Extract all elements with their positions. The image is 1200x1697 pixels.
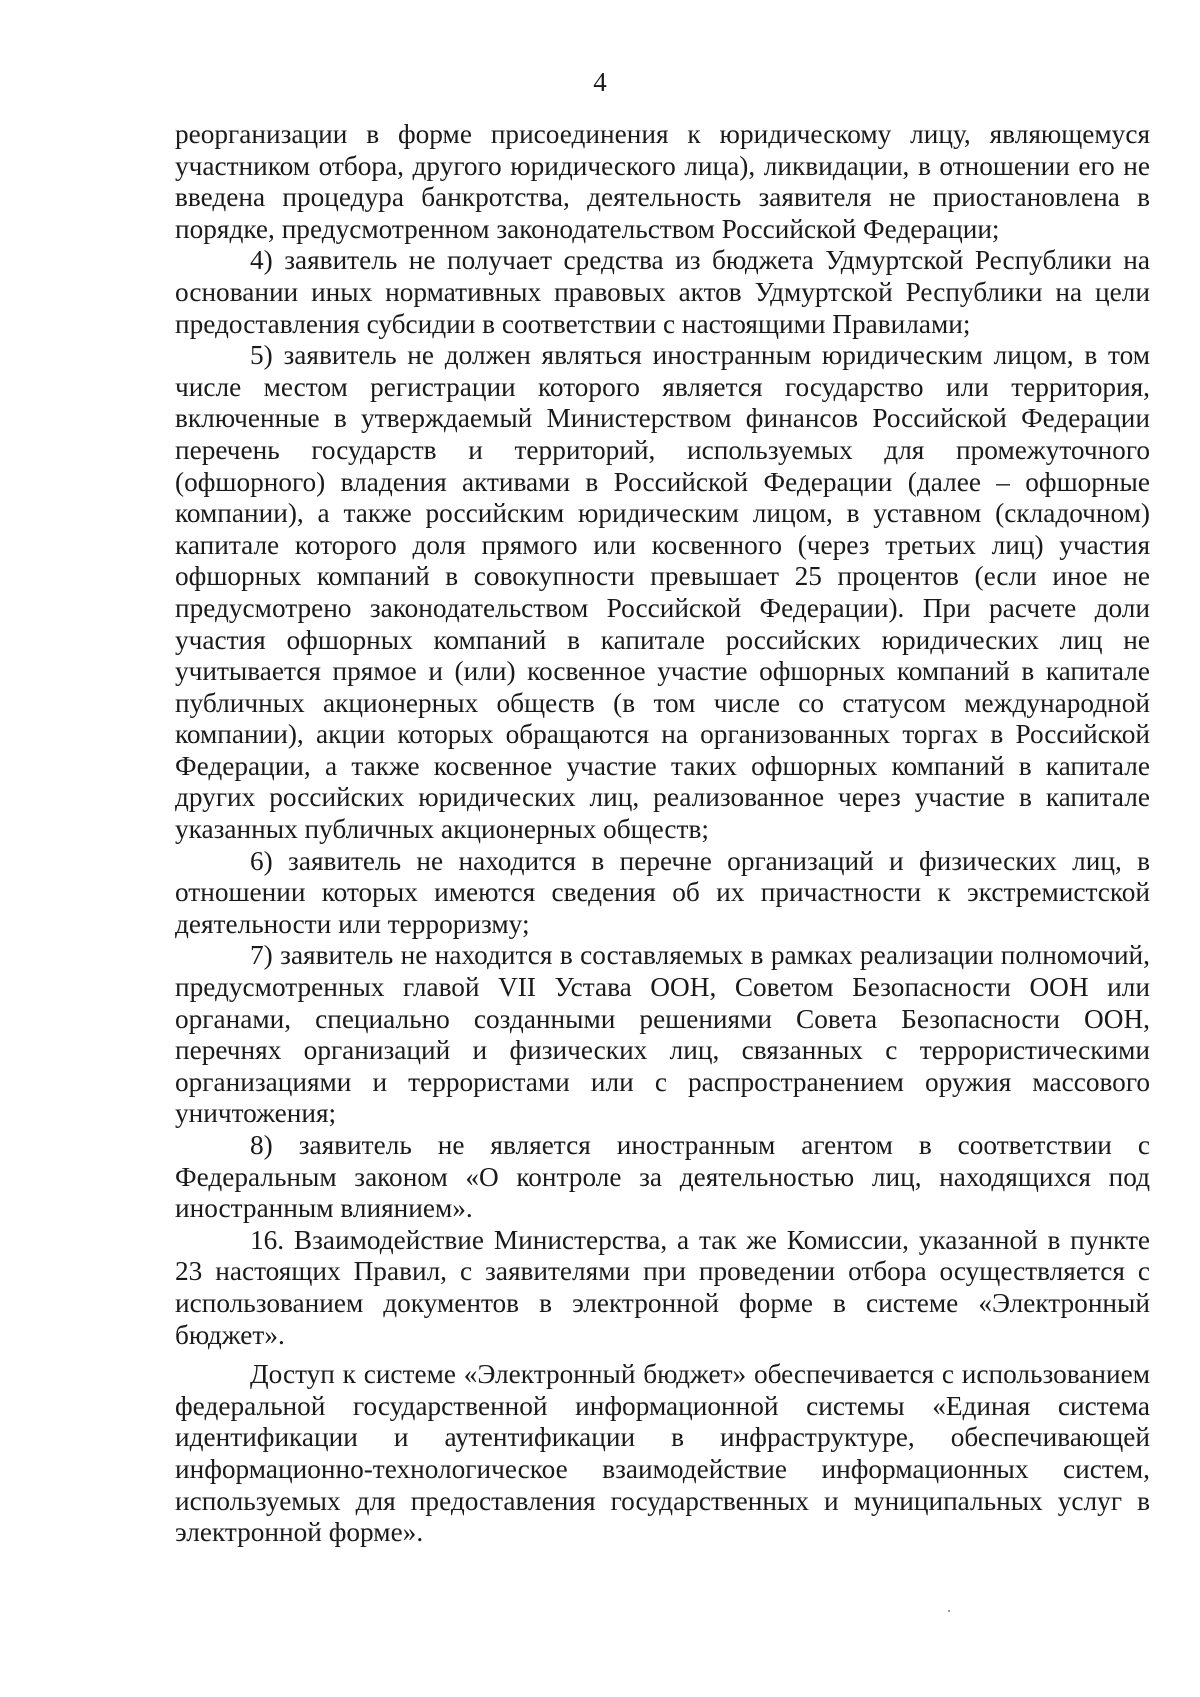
paragraph-item-5: 5) заявитель не должен являться иностранным юридическим лицом, в том числе местом регистрации которого является государство или территория, включенные в утверждаемый Министерством финансов Российской Федерации перечень государств и территорий, используемых для промежуточного (офшорного) владения активами в Российской Федерации (далее – офшорные компании), а также российским юридическим лицом, в уставном (складочном) капитале которого доля прямого или косвенного (через третьих лиц) участия офшорных компаний в совокупности превышает 25 процентов (если иное не предусмотрено законодательством Российской Федерации). При расчете доли участия офшорных компаний в капитале российских юридических лиц не учитывается прямое и (или) косвенное участие офшорных компаний в капитале публичных акционерных обществ (в том числе со статусом международной компании), акции которых обращаются на организованных торгах в Российской Федерации, а также косвенное участие таких офшорных компаний в капитале других российских юридических лиц, реализованное через участие в капитале указанных публичных акционерных обществ; (175, 340, 1150, 845)
paragraph-item-4: 4) заявитель не получает средства из бюджета Удмуртской Республики на основании иных нормативных правовых актов Удмуртской Республики на цели предоставления субсидии в соответствии с настоящими Правилами; (175, 245, 1150, 339)
paragraph-item-6: 6) заявитель не находится в перечне организаций и физических лиц, в отношении которых имеются сведения об их причастности к экстремистской деятельности или терроризму; (175, 845, 1150, 939)
document-body (175, 119, 1150, 1549)
paragraph-item-7: 7) заявитель не находится в составляемых в рамках реализации полномочий, предусмотренных главой VII Устава ООН, Советом Безопасности ООН или органами, специально созданными решениями Совета Безопасности ООН, перечнях организаций и физических лиц, связанных с террористическими организациями и террористами или с распространением оружия массового уничтожения; (175, 940, 1150, 1129)
paragraph-section-16: 16. Взаимодействие Министерства, а так же Комиссии, указанной в пункте 23 настоящих Правил, с заявителями при проведении отбора осуществляется с использованием документов в электронной форме в системе «Электронный бюджет». (175, 1224, 1150, 1350)
paragraph-access: Доступ к системе «Электронный бюджет» обеспечивается с использованием федеральной государственной информационной системы «Единая система идентификации и аутентификации в инфраструктуре, обеспечивающей информационно-технологическое взаимодействие информационных систем, используемых для предоставления государственных и муниципальных услуг в электронной форме». (175, 1359, 1150, 1548)
paragraph-item-8: 8) заявитель не является иностранным агентом в соответствии с Федеральным законом «О контроле за деятельностью лиц, находящихся под иностранным влиянием». (175, 1130, 1150, 1224)
page-number: 4 (593, 67, 607, 97)
scan-speck (948, 1610, 950, 1612)
paragraph-continuation: реорганизации в форме присоединения к юридическому лицу, являющемуся участником отбора, другого юридического лица), ликвидации, в отношении его не введена процедура банкротства, деятельность заявителя не приостановлена в порядке, предусмотренном законодательством Российской Федерации; (175, 119, 1150, 244)
